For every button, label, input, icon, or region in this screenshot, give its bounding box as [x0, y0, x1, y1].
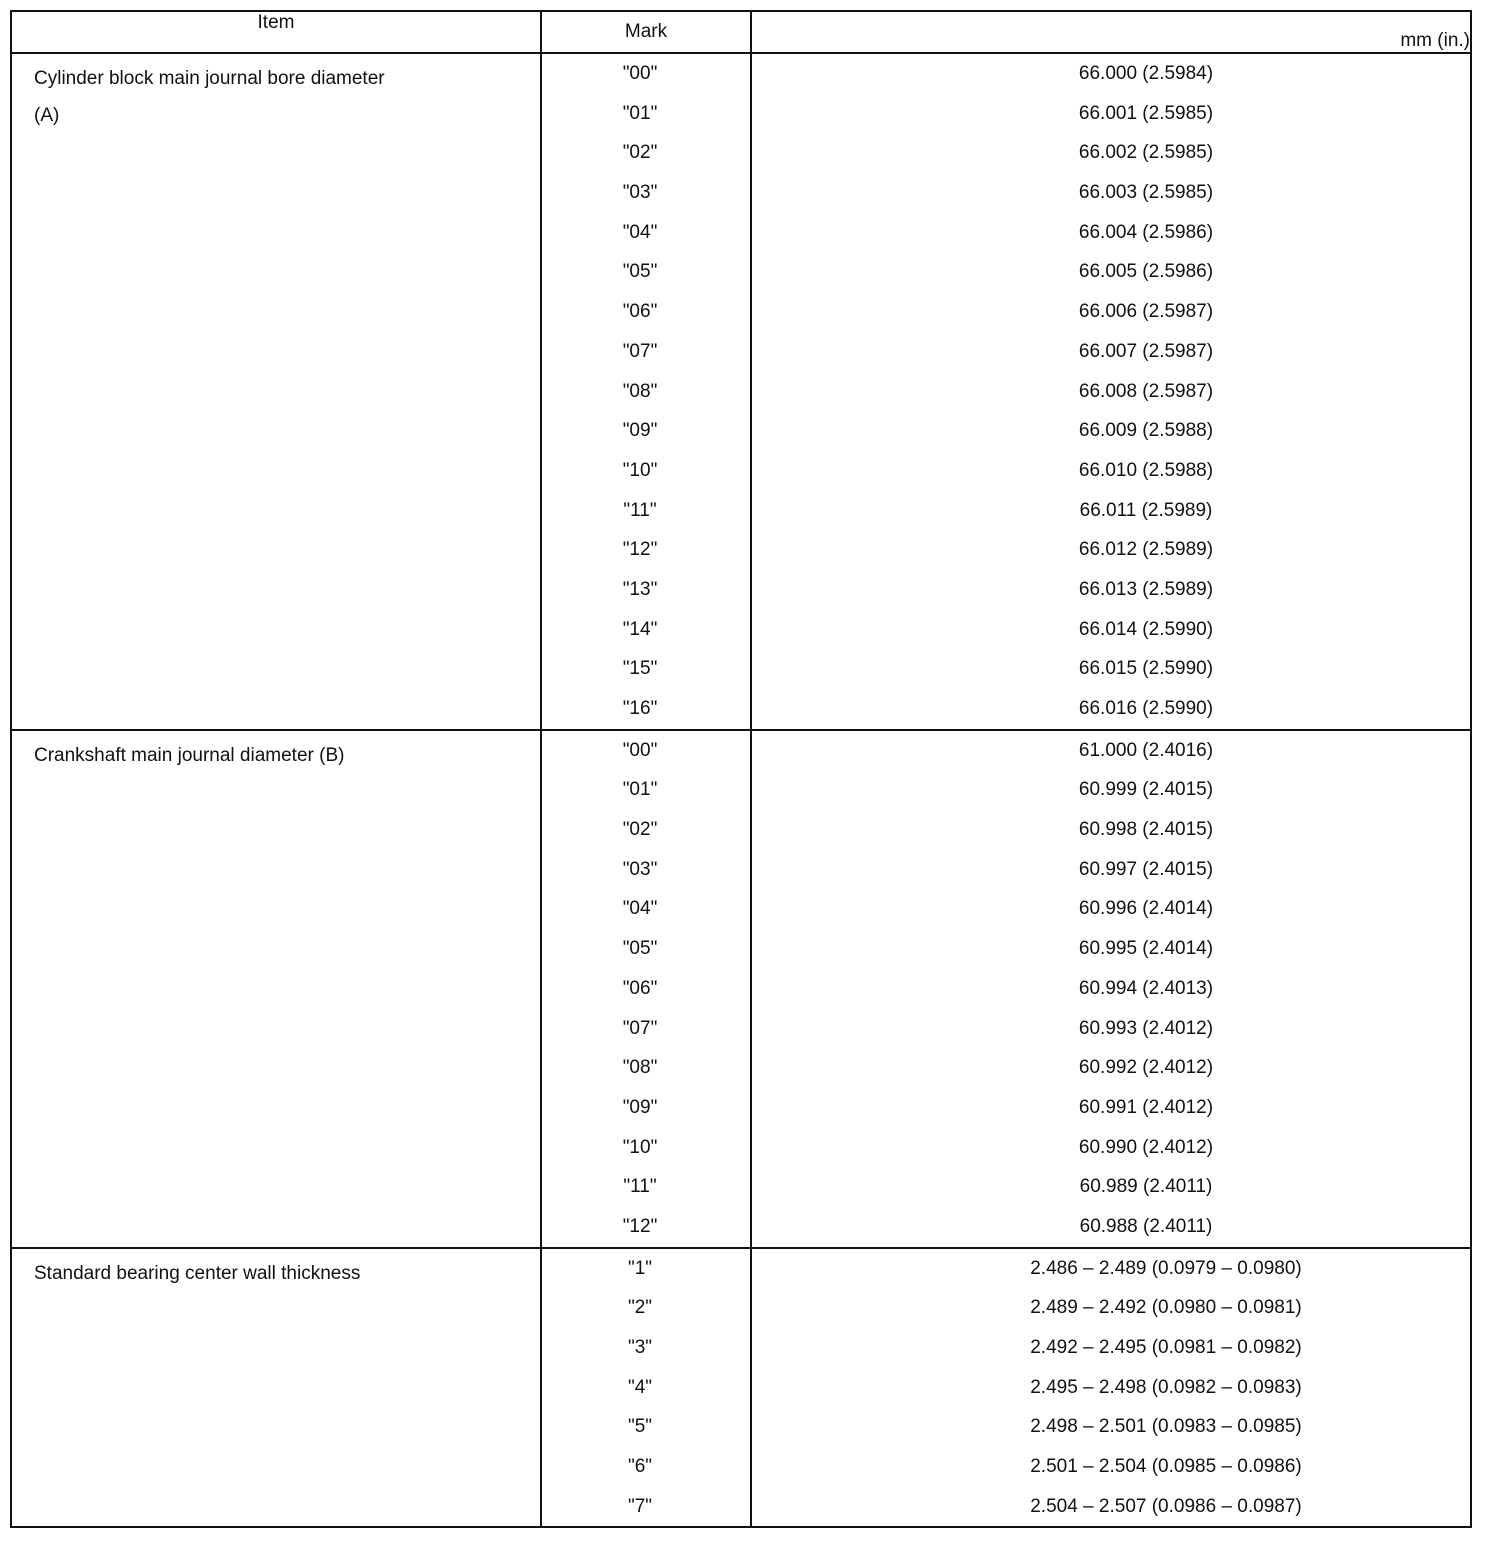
dimension-value: 60.991 (2.4012): [1078, 1096, 1214, 1118]
grade-mark: "08": [622, 380, 658, 402]
dimension-value: 66.013 (2.5989): [1078, 578, 1214, 600]
group-row: [11, 730, 1471, 1248]
dimension-value: 60.999 (2.4015): [1078, 779, 1214, 801]
dimension-value: 66.011 (2.5989): [1079, 499, 1213, 521]
dimension-value: 66.002 (2.5985): [1078, 142, 1214, 164]
dimension-value: 66.001 (2.5985): [1078, 102, 1214, 124]
dimension-value: 60.996 (2.4014): [1078, 898, 1214, 920]
grade-mark: "2": [627, 1297, 653, 1319]
grade-mark: "5": [627, 1416, 653, 1438]
dimension-value: 66.010 (2.5988): [1078, 459, 1214, 481]
dimension-value: 66.012 (2.5989): [1078, 539, 1214, 561]
dimension-value: 60.997 (2.4015): [1078, 858, 1214, 880]
grade-mark: "10": [622, 1136, 658, 1158]
grade-mark: "03": [622, 858, 658, 880]
dimension-value: 2.495 – 2.498 (0.0982 – 0.0983): [1030, 1376, 1302, 1398]
grade-mark: "07": [622, 340, 658, 362]
group-row: [11, 53, 1471, 730]
item-label: Crankshaft main journal diameter (B): [34, 744, 345, 766]
grade-mark: "16": [622, 698, 658, 719]
dimension-value: 66.014 (2.5990): [1078, 618, 1214, 640]
dimension-value: 2.501 – 2.504 (0.0985 – 0.0986): [1030, 1456, 1302, 1478]
dimension-value: 60.993 (2.4012): [1078, 1017, 1214, 1039]
header-mark: Mark: [541, 11, 751, 53]
dimension-value: 66.000 (2.5984): [1078, 63, 1214, 84]
grade-mark: "08": [622, 1057, 658, 1079]
grade-mark: "04": [622, 221, 658, 243]
grade-mark: "02": [622, 819, 658, 841]
value-cell: [751, 730, 1471, 1248]
grade-mark: "05": [622, 938, 658, 960]
grade-mark: "01": [622, 102, 658, 124]
item-cell: [11, 53, 541, 730]
dimension-value: 66.006 (2.5987): [1078, 301, 1214, 323]
dimension-value: 66.008 (2.5987): [1078, 380, 1214, 402]
grade-mark: "09": [622, 420, 658, 442]
grade-mark: "14": [622, 618, 658, 640]
value-cell: [751, 53, 1471, 730]
grade-mark: "6": [627, 1456, 653, 1478]
dimension-value: 66.007 (2.5987): [1078, 340, 1214, 362]
grade-mark: "02": [622, 142, 658, 164]
grade-mark: "4": [627, 1376, 653, 1398]
mark-cell: [541, 53, 751, 730]
grade-mark: "11": [623, 499, 657, 521]
dimension-value: 66.016 (2.5990): [1078, 698, 1214, 719]
spec-body: [11, 53, 1471, 1527]
dimension-value: 60.990 (2.4012): [1078, 1136, 1214, 1158]
grade-mark: "3": [627, 1337, 653, 1358]
grade-mark: "01": [622, 779, 658, 801]
dimension-value: 60.994 (2.4013): [1078, 977, 1214, 999]
grade-mark: "7": [627, 1495, 653, 1517]
spec-sheet: [10, 10, 1470, 1528]
header-unit: mm (in.): [751, 11, 1471, 53]
dimension-value: 2.489 – 2.492 (0.0980 – 0.0981): [1030, 1297, 1302, 1319]
dimension-value: 2.504 – 2.507 (0.0986 – 0.0987): [1030, 1495, 1302, 1517]
grade-mark: "06": [622, 977, 658, 999]
grade-mark: "05": [622, 261, 658, 283]
dimension-value: 2.498 – 2.501 (0.0983 – 0.0985): [1030, 1416, 1302, 1438]
item-label: (A): [34, 105, 60, 126]
dimension-value: 60.992 (2.4012): [1078, 1057, 1214, 1079]
grade-mark: "15": [622, 658, 658, 680]
dimension-value: 66.003 (2.5985): [1078, 182, 1214, 204]
grade-mark: "09": [622, 1096, 658, 1118]
dimension-value: 66.015 (2.5990): [1078, 658, 1214, 680]
dimension-value: 60.998 (2.4015): [1078, 819, 1214, 841]
header-row: [11, 11, 1471, 53]
grade-mark: "00": [622, 63, 658, 84]
dimension-value: 66.009 (2.5988): [1078, 420, 1214, 442]
dimension-value: 60.989 (2.4011): [1079, 1176, 1213, 1198]
grade-mark: "13": [622, 578, 658, 600]
grade-mark: "00": [622, 739, 658, 761]
group-row: [11, 1248, 1471, 1528]
dimension-value: 61.000 (2.4016): [1078, 739, 1214, 761]
item-cell: [11, 1248, 541, 1528]
value-cell: [751, 1248, 1471, 1528]
item-label: Standard bearing center wall thickness: [34, 1262, 361, 1284]
header-item: Item: [11, 11, 541, 53]
grade-mark: "06": [622, 301, 658, 323]
grade-mark: "12": [622, 539, 658, 561]
bearing-spec-table: [10, 10, 1472, 1528]
grade-mark: "1": [627, 1257, 653, 1279]
grade-mark: "03": [622, 182, 658, 204]
grade-mark: "07": [622, 1017, 658, 1039]
dimension-value: 60.988 (2.4011): [1079, 1215, 1213, 1237]
grade-mark: "10": [622, 459, 658, 481]
dimension-value: 66.004 (2.5986): [1078, 221, 1214, 243]
dimension-value: 2.492 – 2.495 (0.0981 – 0.0982): [1030, 1337, 1302, 1358]
grade-mark: "04": [622, 898, 658, 920]
mark-cell: [541, 1248, 751, 1528]
grade-mark: "11": [623, 1176, 657, 1198]
dimension-value: 2.486 – 2.489 (0.0979 – 0.0980): [1030, 1257, 1302, 1279]
item-cell: [11, 730, 541, 1248]
grade-mark: "12": [622, 1215, 658, 1237]
dimension-value: 60.995 (2.4014): [1078, 938, 1214, 960]
dimension-value: 66.005 (2.5986): [1078, 261, 1214, 283]
mark-cell: [541, 730, 751, 1248]
item-label: Cylinder block main journal bore diameter: [34, 68, 385, 89]
